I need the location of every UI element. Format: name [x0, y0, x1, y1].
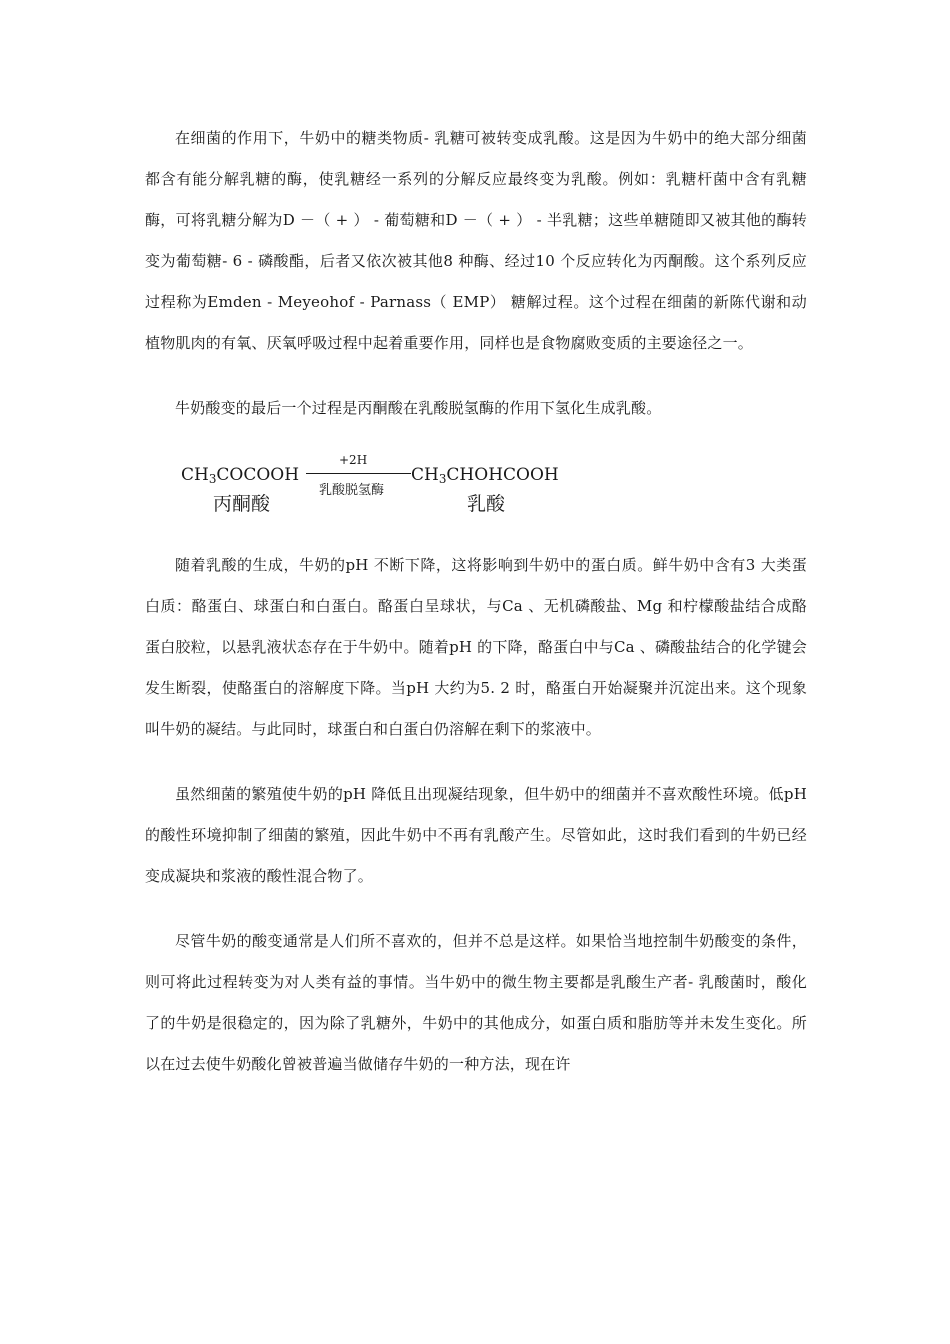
paragraph-pyruvate-reduction: 牛奶酸变的最后一个过程是丙酮酸在乳酸脱氢酶的作用下氢化生成乳酸。 [175, 399, 662, 417]
document-body [145, 118, 807, 1085]
reaction-arrow-line [306, 473, 411, 474]
chemical-reaction-equation [181, 453, 601, 545]
reactant-name: 丙酮酸 [213, 493, 271, 515]
product-formula: $CH_3CHOHCOOH$ [411, 465, 559, 486]
reaction-condition-enzyme: 乳酸脱氢酶 [319, 483, 385, 498]
product-name: 乳酸 [467, 493, 506, 515]
paragraph-protein-coagulation: 随着乳酸的生成，牛奶的pH 不断下降，这将影响到牛奶中的蛋白质。鲜牛奶中含有3 大类蛋白质：酪蛋白、球蛋白和白蛋白。酪蛋白呈球状，与Ca 、无机磷酸盐、Mg 和柠檬酸盐结合成酪蛋白胶粒，以悬乳液状态存在于牛奶中。随着pH 的下降，酪蛋白中与Ca 、磷酸盐结合的化学键会发生断裂，使酪蛋白的溶解度下降。当pH 大约为5. 2 时，酪蛋白开始凝聚并沉淀出来。这个现象叫牛奶的凝结。与此同时，球蛋白和白蛋白仍溶解在剩下的浆液中。 [145, 556, 807, 738]
paragraph-beneficial-souring: 尽管牛奶的酸变通常是人们所不喜欢的，但并不总是这样。如果恰当地控制牛奶酸变的条件，则可将此过程转变为对人类有益的事情。当牛奶中的微生物主要都是乳酸生产者- 乳酸菌时，酸化了的牛奶是很稳定的，因为除了乳糖外，牛奶中的其他成分，如蛋白质和脂肪等并未发生变化。所以在过去使牛奶酸化曾被普遍当做储存牛奶的一种方法，现在许 [145, 932, 807, 1073]
reaction-condition-top: +2H [339, 453, 368, 467]
paragraph-lactose-fermentation: 在细菌的作用下，牛奶中的糖类物质- 乳糖可被转变成乳酸。这是因为牛奶中的绝大部分细菌都含有能分解乳糖的酶，使乳糖经一系列的分解反应最终变为乳酸。例如：乳糖杆菌中含有乳糖酶，可将乳糖分解为D －（ + ） - 葡萄糖和D －（ + ） - 半乳糖；这些单糖随即又被其他的酶转变为葡萄糖- 6 - 磷酸酯，后者又依次被其他8 种酶、经过10 个反应转化为丙酮酸。这个系列反应过程称为Emden - Meyeohof - Parnass（ EMP） 糖解过程。这个过程在细菌的新陈代谢和动植物肌肉的有氧、厌氧呼吸过程中起着重要作用，同样也是食物腐败变质的主要途径之一。 [145, 129, 807, 352]
reactant-formula: $CH_3COCOOH$ [181, 465, 300, 486]
paragraph-acidic-environment: 虽然细菌的繁殖使牛奶的pH 降低且出现凝结现象，但牛奶中的细菌并不喜欢酸性环境。低pH 的酸性环境抑制了细菌的繁殖，因此牛奶中不再有乳酸产生。尽管如此，这时我们看到的牛奶已经变成凝块和浆液的酸性混合物了。 [145, 785, 807, 885]
